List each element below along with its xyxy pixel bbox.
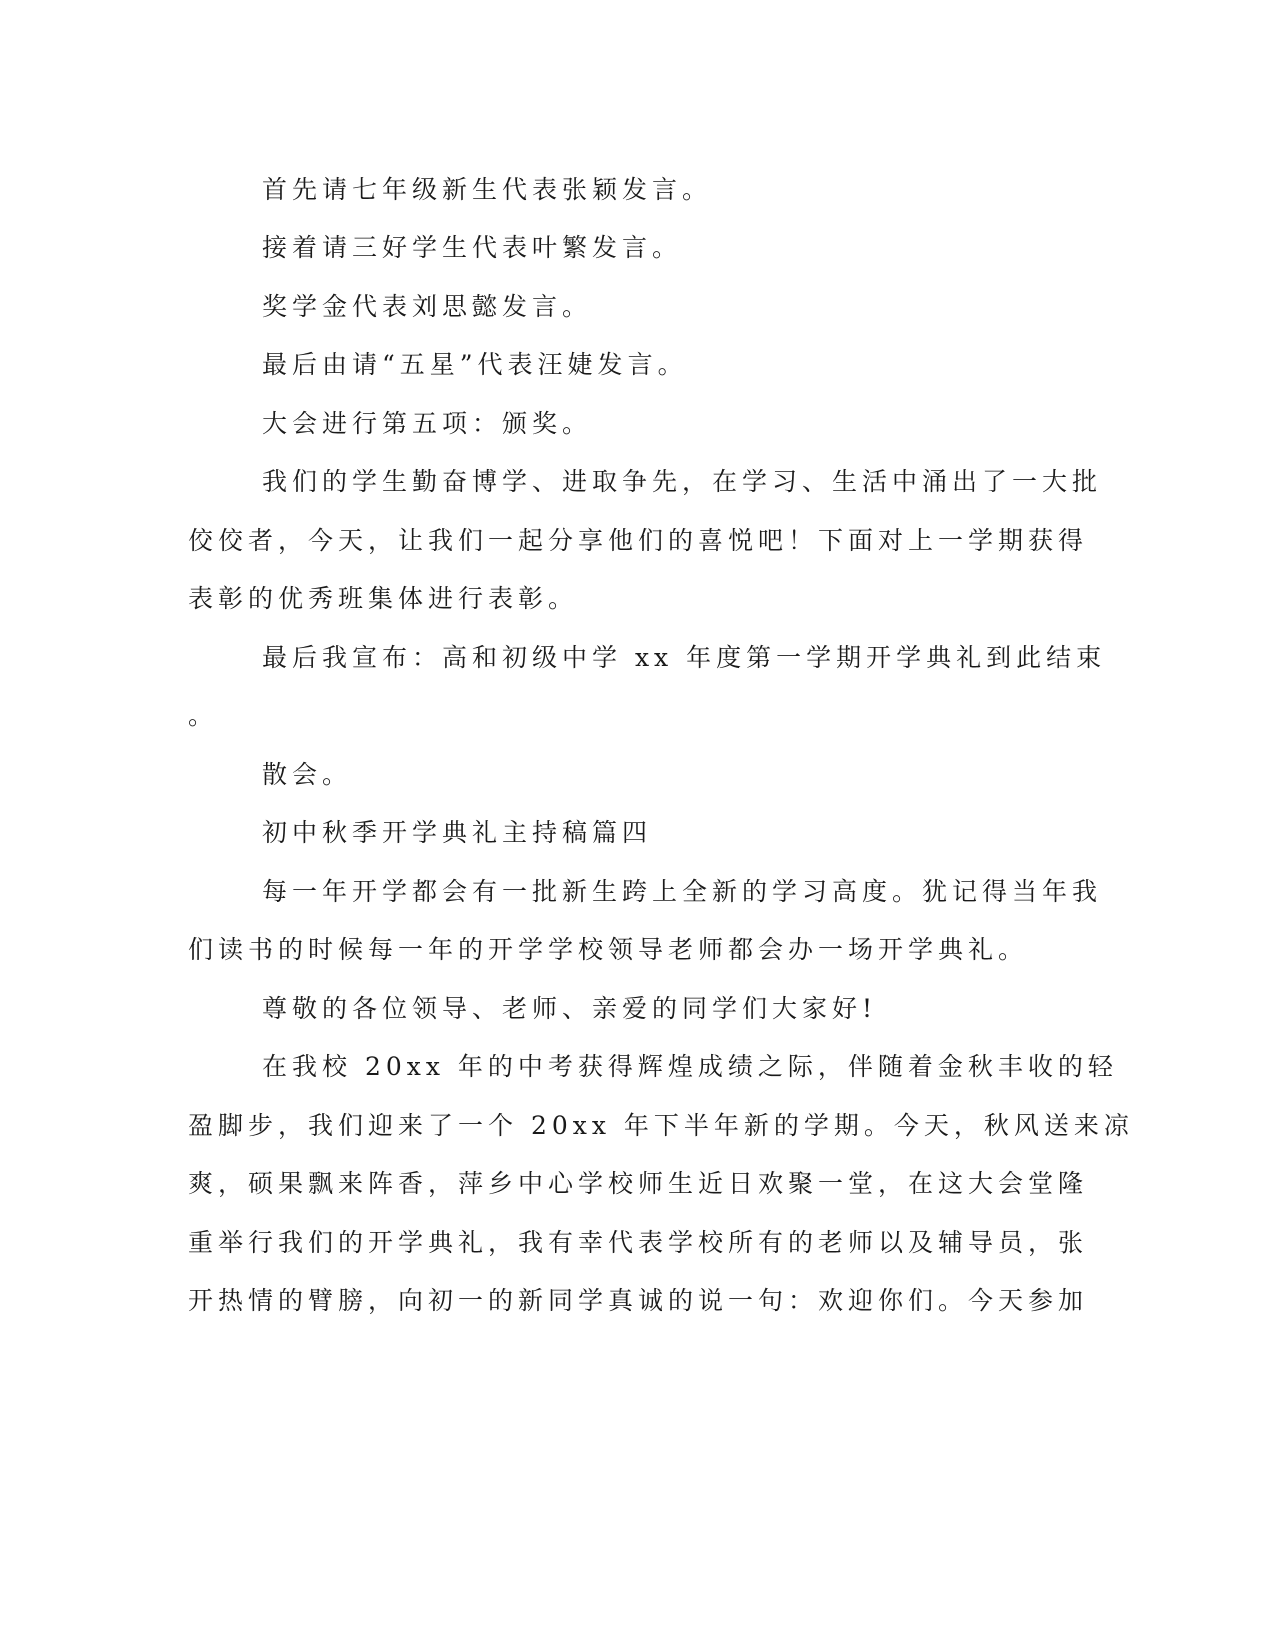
section-heading: 初中秋季开学典礼主持稿篇四 [262,818,653,847]
text-line: 奖学金代表刘思懿发言。 [262,292,593,321]
text-line: 盈脚步，我们迎来了一个 20xx 年下半年新的学期。今天，秋风送来凉 [188,1111,1134,1140]
text-line: 在我校 20xx 年的中考获得辉煌成绩之际，伴随着金秋丰收的轻 [262,1052,1118,1081]
text-line: 每一年开学都会有一批新生跨上全新的学习高度。犹记得当年我 [262,877,1103,906]
text-line: 们读书的时候每一年的开学学校领导老师都会办一场开学典礼。 [188,935,1029,964]
text-line: 佼佼者，今天，让我们一起分享他们的喜悦吧！下面对上一学期获得 [188,526,1089,555]
text-line: 表彰的优秀班集体进行表彰。 [188,584,579,613]
text-line: 散会。 [262,760,353,789]
text-line: 尊敬的各位领导、老师、亲爱的同学们大家好! [262,994,878,1023]
text-line: 接着请三好学生代表叶繁发言。 [262,233,683,262]
text-line: 我们的学生勤奋博学、进取争先，在学习、生活中涌出了一大批 [262,467,1103,496]
text-line: 大会进行第五项：颁奖。 [262,409,593,438]
text-line: 开热情的臂膀，向初一的新同学真诚的说一句：欢迎你们。今天参加 [188,1286,1089,1315]
text-line: 爽，硕果飘来阵香，萍乡中心学校师生近日欢聚一堂，在这大会堂隆 [188,1169,1089,1198]
text-line: 重举行我们的开学典礼，我有幸代表学校所有的老师以及辅导员，张 [188,1228,1089,1257]
text-line: 最后我宣布：高和初级中学 xx 年度第一学期开学典礼到此结束 [262,643,1107,672]
text-line: 最后由请“五星”代表汪婕发言。 [262,350,688,379]
text-line: 。 [188,701,219,730]
text-line: 首先请七年级新生代表张颖发言。 [262,175,713,204]
